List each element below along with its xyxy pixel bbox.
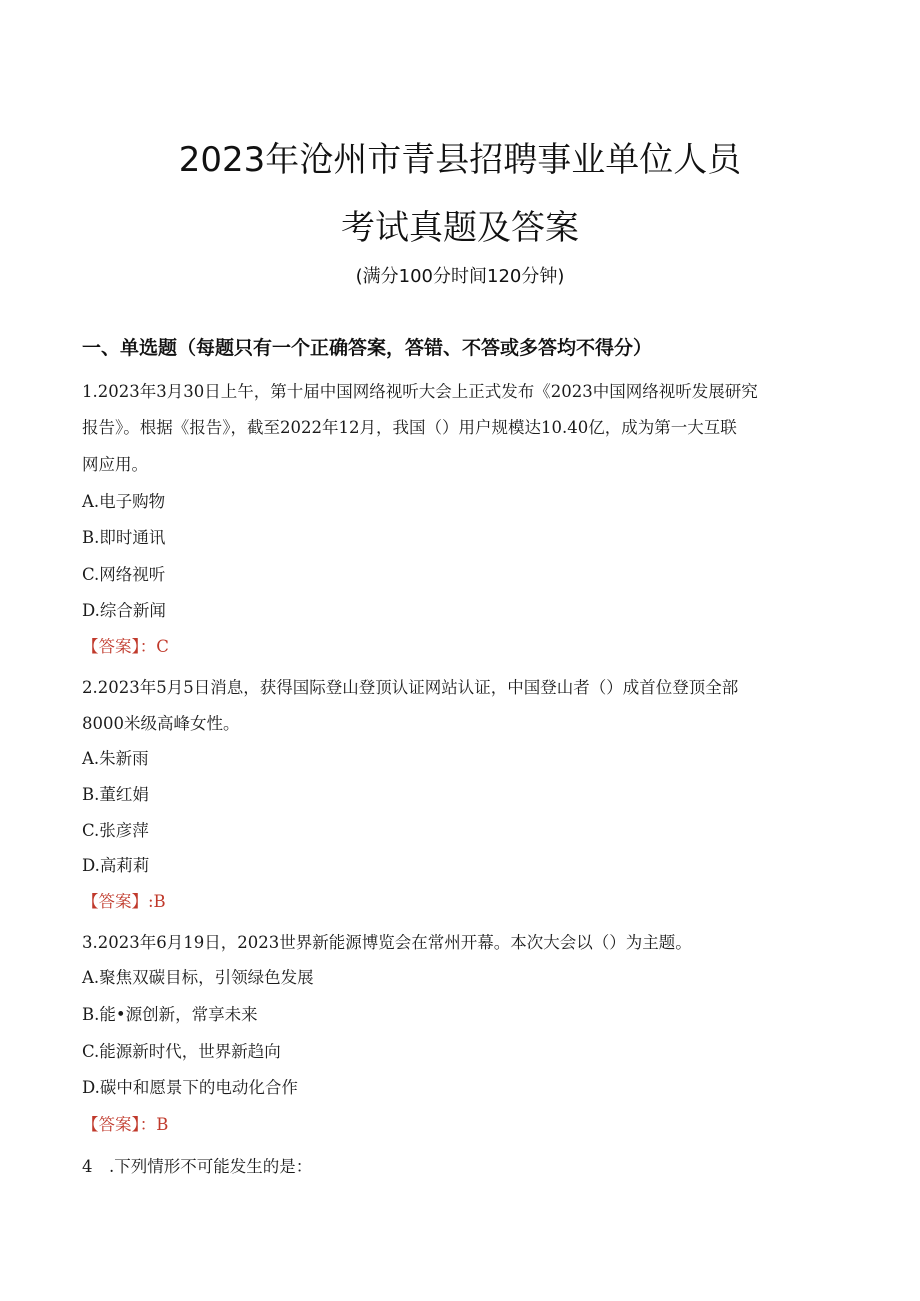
question-1-stem-line-3: 网应用。	[82, 455, 148, 474]
subtitle: (满分100分时间120分钟)	[355, 266, 565, 287]
question-1-stem-line-1: 1.2023年3月30日上午，第十届中国网络视听大会上正式发布《2023中国网络视听发展研究	[82, 382, 758, 401]
answer-label: 【答案】	[82, 892, 148, 911]
question-1-answer	[82, 633, 169, 657]
title-line-1: 2023年沧州市青县招聘事业单位人员	[178, 140, 742, 180]
question-3-option-c: C.能源新时代，世界新趋向	[82, 1042, 281, 1061]
answer-value: ：B	[139, 1115, 169, 1134]
question-3-stem-line-1: 3.2023年6月19日，2023世界新能源博览会在常州开幕。本次大会以（）为主题。	[82, 933, 692, 952]
question-2-stem-line-1: 2.2023年5月5日消息，获得国际登山登顶认证网站认证，中国登山者（）成首位登顶全部	[82, 678, 739, 697]
answer-label: 【答案】	[82, 1115, 140, 1134]
question-2-option-a: A.朱新雨	[82, 749, 149, 768]
section-heading: 一、单选题（每题只有一个正确答案，答错、不答或多答均不得分）	[82, 337, 653, 359]
answer-value: ：C	[139, 637, 169, 656]
question-1-stem-line-2: 报告》。根据《报告》，截至2022年12月，我国（）用户规模达10.40亿，成为第一大互联	[82, 418, 737, 437]
question-2-option-b: B.董红娟	[82, 785, 149, 804]
question-3-option-a: A.聚焦双碳目标，引领绿色发展	[82, 968, 314, 987]
question-2-option-d: D.高莉莉	[82, 856, 150, 875]
question-3-option-d: D.碳中和愿景下的电动化合作	[82, 1078, 298, 1097]
title-line-2: 考试真题及答案	[341, 208, 579, 248]
question-1-option-b: B.即时通讯	[82, 528, 166, 547]
question-2-answer	[82, 888, 166, 912]
question-1-option-c: C.网络视听	[82, 565, 166, 584]
question-3-answer	[82, 1111, 168, 1135]
question-3-option-b: B.能•源创新，常享未来	[82, 1005, 258, 1024]
answer-value: :B	[148, 892, 166, 911]
question-1-option-d: D.综合新闻	[82, 601, 166, 620]
question-4-stem-line-1: 4 .下列情形不可能发生的是：	[82, 1157, 313, 1176]
question-2-option-c: C.张彦萍	[82, 821, 149, 840]
answer-label: 【答案】	[82, 637, 140, 656]
question-2-stem-line-2: 8000米级高峰女性。	[82, 714, 240, 733]
question-1-option-a: A.电子购物	[82, 492, 166, 511]
